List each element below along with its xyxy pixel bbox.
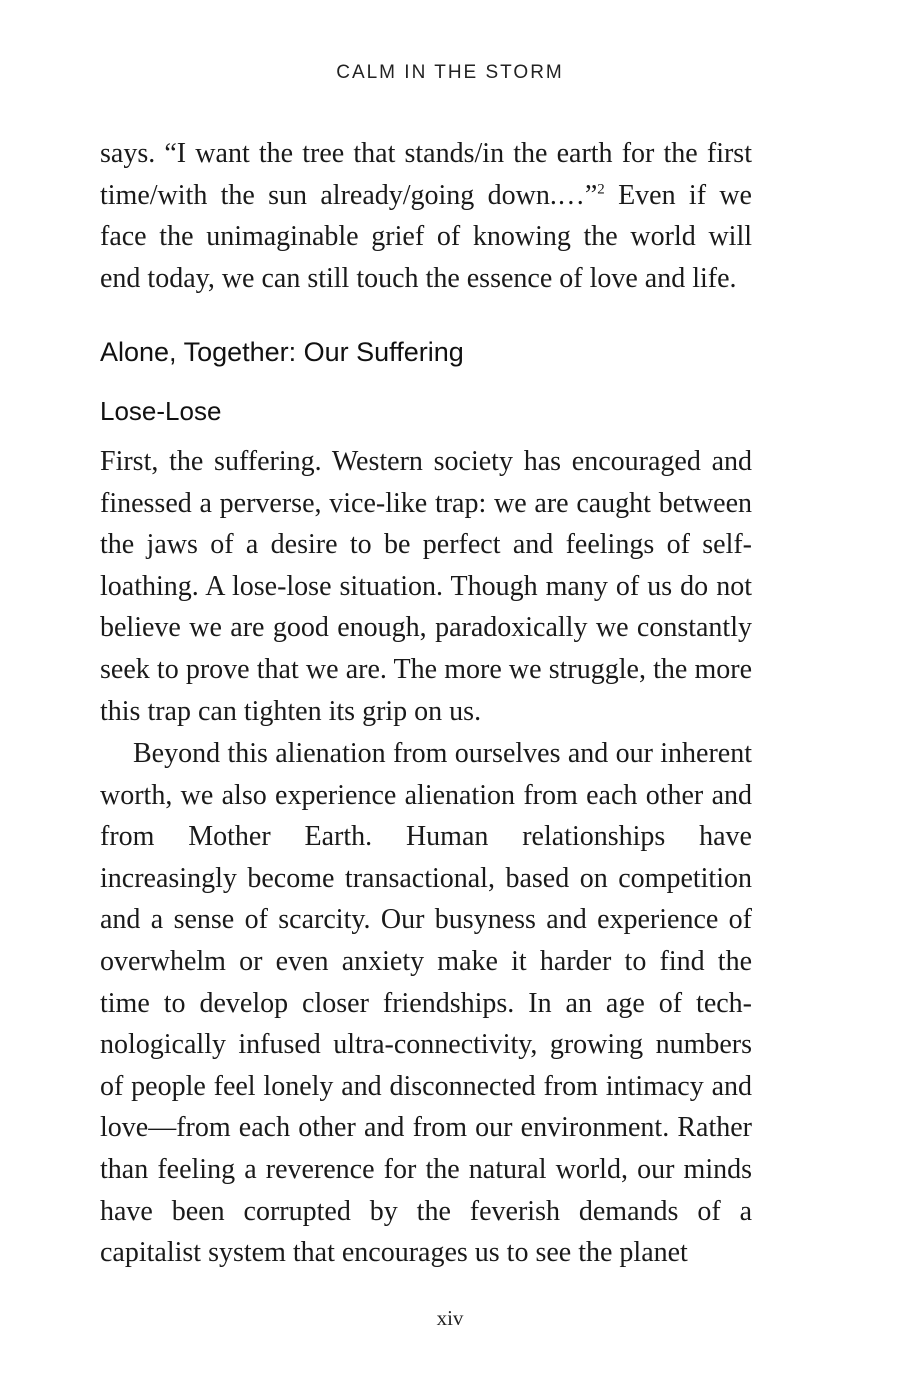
footnote-marker[interactable]: 2	[597, 181, 605, 198]
section-heading: Alone, Together: Our Suffering	[100, 337, 464, 367]
paragraph-poem-quote	[100, 133, 752, 299]
sub-heading: Lose-Lose	[100, 396, 222, 426]
paragraph-alienation: Beyond this alienation from ourselves and our inherent worth, we also experience alienation from each other and from Mother Earth. Human relationships have increasingly become transactional, based on competition and a sense of scarcity. Our busyness and experience of overwhelm or even anxiety make it harder to find the time to develop closer friendships. In an age of technologically infused ultra-connectivity, growing numbers of people feel lonely and disconnected from intimacy and love—from each other and from our environment. Rather than feeling a reverence for the natural world, our minds have been corrupted by the feverish demands of a capitalist system that encourages us to see the planet	[100, 738, 752, 1269]
paragraph-text: Even if we face the unimaginable grief of knowing the world will end today, we can still touch the essence of love and life.	[100, 179, 752, 294]
running-header: CALM IN THE STORM	[336, 62, 564, 83]
paragraph-text: says. “I want the tree that stands/in the earth for the first time/with the sun already/going down.…”	[100, 138, 752, 211]
page-number: xiv	[436, 1306, 464, 1330]
paragraph-suffering: First, the suffering. Western society has encouraged and finessed a perverse, vice-like trap: we are caught between the jaws of a desire to be perfect and feelings of self-loathing. A lose-lose situation. Though many of us do not believe we are good enough, paradoxically we constantly seek to prove that we are. The more we struggle, the more this trap can tighten its grip on us.	[100, 446, 752, 727]
